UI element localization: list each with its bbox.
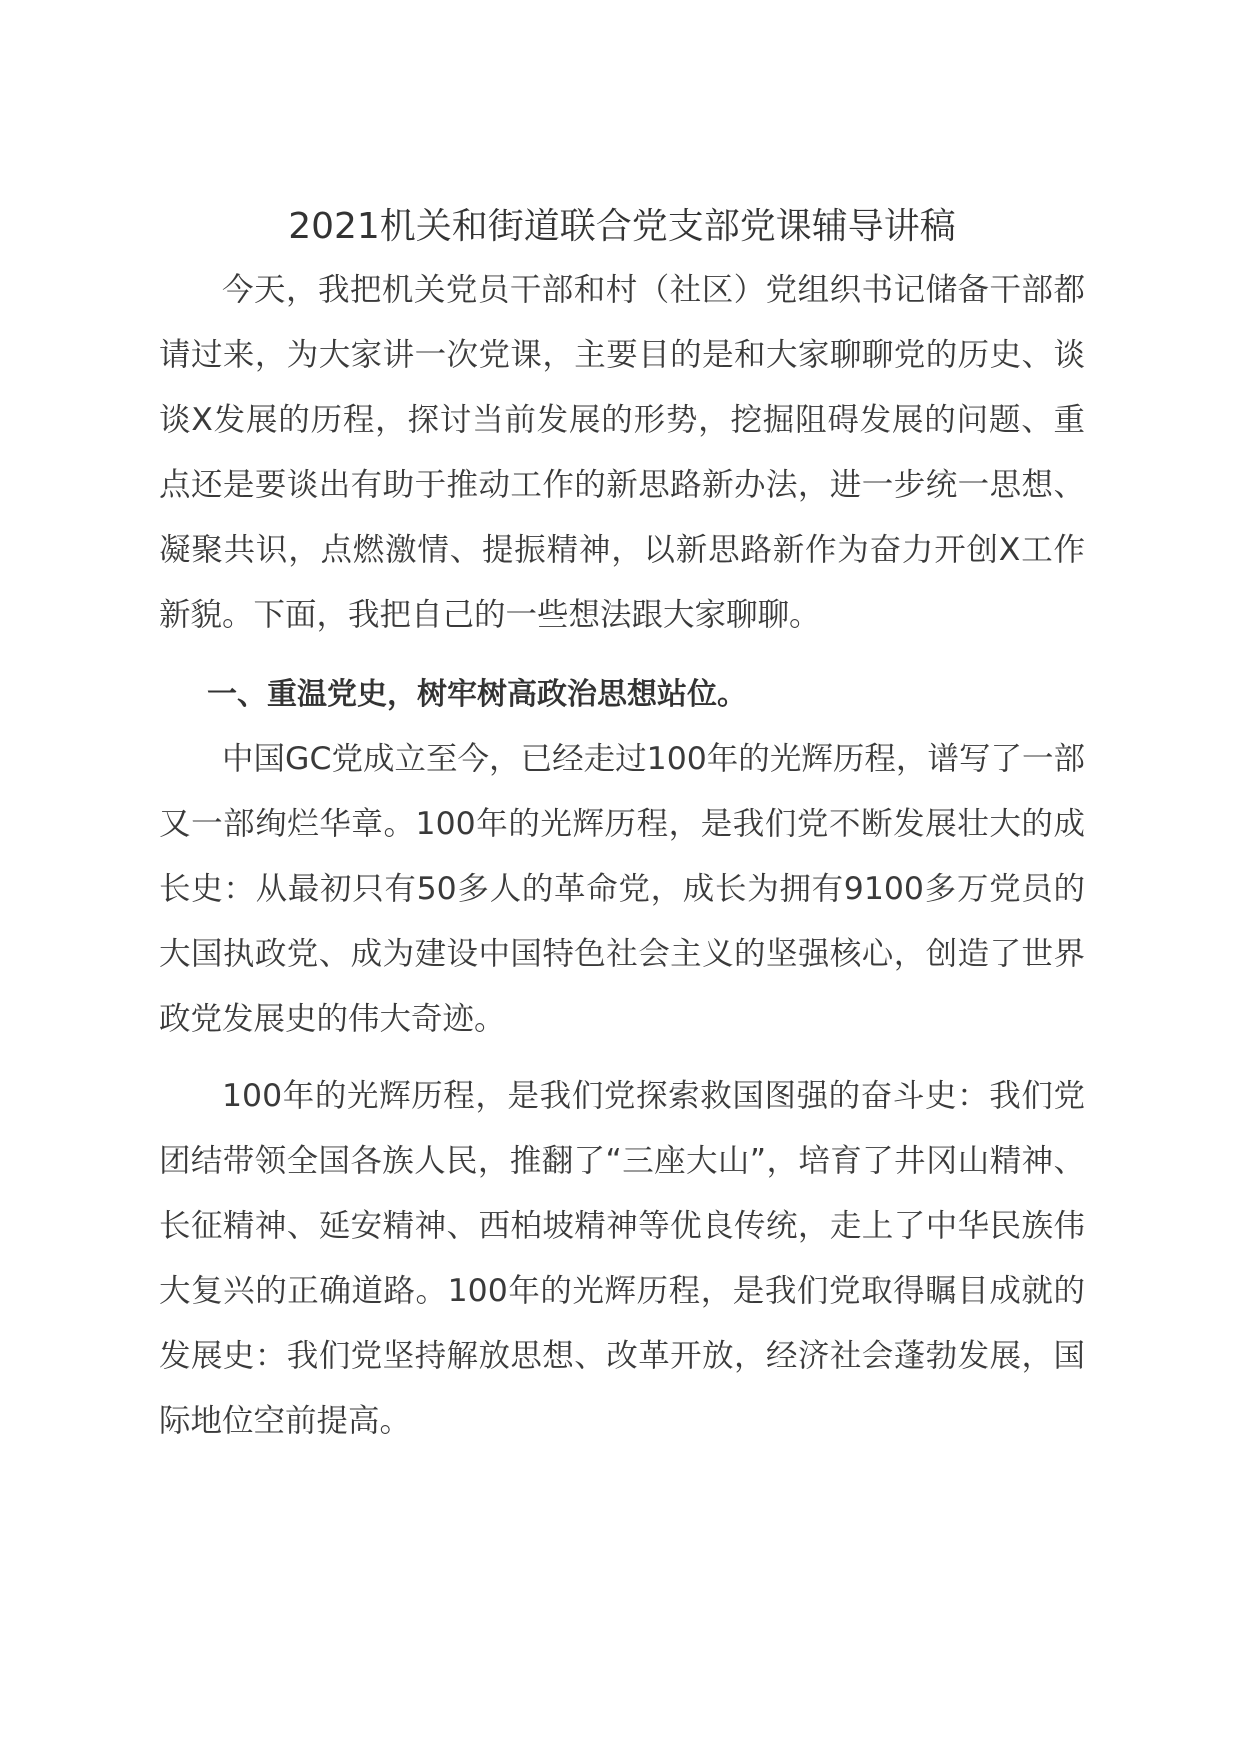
intro-paragraph: 今天，我把机关党员干部和村（社区）党组织书记储备干部都请过来，为大家讲一次党课，主要目的是和大家聊聊党的历史、谈谈X发展的历程，探讨当前发展的形势，挖掘阻碍发展的问题、重点还是要谈出有助于推动工作的新思路新办法，进一步统一思想、凝聚共识，点燃激情、提振精神，以新思路新作为奋力开创X工作新貌。下面，我把自己的一些想法跟大家聊聊。 [159,272,1085,633]
document-title: 2021机关和街道联合党支部党课辅导讲稿 [288,206,956,247]
section-heading: 一、重温党史，树牢树高政治思想站位。 [207,677,747,712]
document-body [159,196,1085,1454]
body-paragraph-1: 中国GC党成立至今，已经走过100年的光辉历程，谱写了一部又一部绚烂华章。100年的光辉历程，是我们党不断发展壮大的成长史：从最初只有50多人的革命党，成长为拥有9100多万党员的大国执政党、成为建设中国特色社会主义的坚强核心，创造了世界政党发展史的伟大奇迹。 [159,741,1085,1037]
body-paragraph-2: 100年的光辉历程，是我们党探索救国图强的奋斗史：我们党团结带领全国各族人民，推翻了“三座大山”，培育了井冈山精神、长征精神、延安精神、西柏坡精神等优良传统，走上了中华民族伟大复兴的正确道路。100年的光辉历程，是我们党取得瞩目成就的发展史：我们党坚持解放思想、改革开放，经济社会蓬勃发展，国际地位空前提高。 [159,1078,1085,1439]
